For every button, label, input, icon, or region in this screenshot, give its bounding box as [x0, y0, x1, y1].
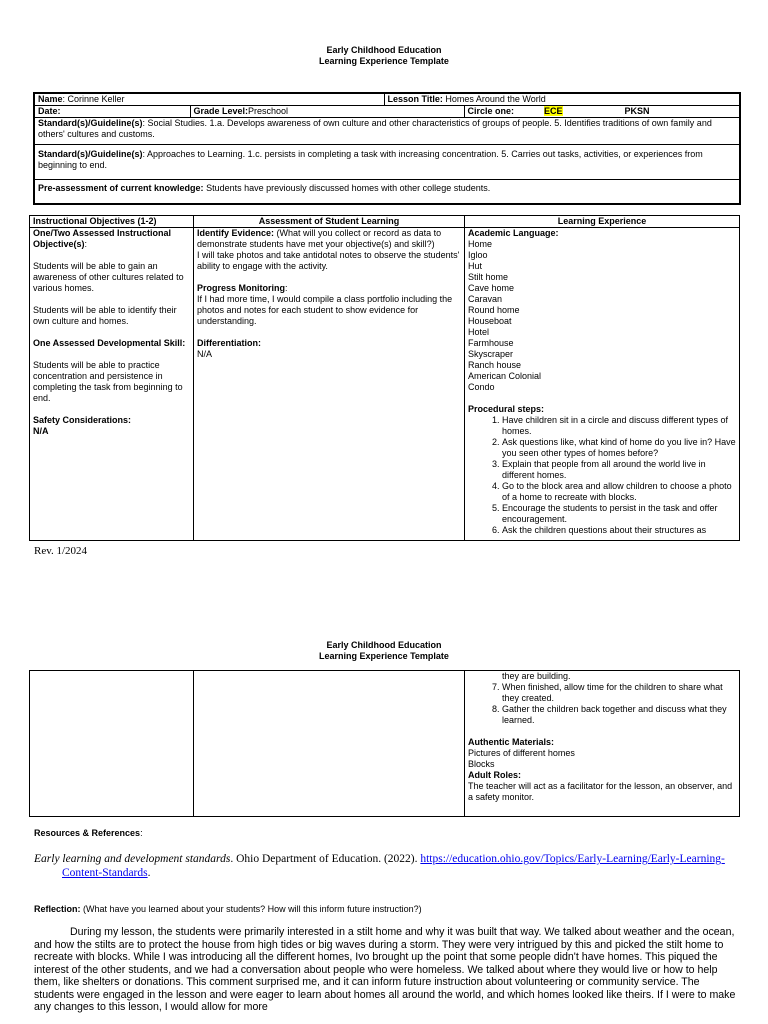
- procedural-steps-list: [468, 415, 736, 536]
- academic-term: Igloo: [468, 250, 488, 260]
- adult-roles-label: Adult Roles:: [468, 770, 521, 780]
- reflection-prompt: (What have you learned about your students? How will this inform future instruction?): [80, 904, 422, 914]
- academic-term: Condo: [468, 382, 495, 392]
- continuation-learning-cell: [465, 671, 740, 817]
- circle-one-label: Circle one:: [467, 106, 515, 116]
- document-title-line2: Learning Experience Template: [319, 651, 449, 661]
- reference-link[interactable]: https://education.ohio.gov/Topics/Early-Learning/Early-Learning-Content-Standards: [62, 853, 725, 879]
- academic-term: Round home: [468, 305, 520, 315]
- procedural-step: 5. Encourage the students to persist in the task and offer encouragement.: [502, 503, 736, 525]
- name-label: Name: [38, 94, 63, 104]
- resources-heading: [34, 828, 143, 838]
- standard1-label: Standard(s)/Guideline(s): [38, 118, 143, 128]
- safety-label: Safety Considerations:: [33, 415, 132, 425]
- standard1-cell: [34, 118, 740, 145]
- continuation-table: [29, 670, 740, 817]
- procedural-step: 3. Explain that people from all around the world live in different homes.: [502, 459, 736, 481]
- page2-document-title: [0, 640, 768, 662]
- academic-term: Hut: [468, 261, 483, 271]
- authentic-material-item: Blocks: [468, 759, 495, 769]
- page1-document-title: [0, 45, 768, 67]
- circle-pksn: PKSN: [624, 106, 650, 116]
- date-cell: Date:: [34, 106, 190, 118]
- main-table: [29, 215, 740, 541]
- preassessment-cell: [34, 180, 740, 205]
- continuation-empty-cell-2: [194, 671, 465, 817]
- differentiation-label: Differentiation:: [197, 338, 261, 348]
- objectives-colon: :: [84, 239, 88, 249]
- developmental-skill-label: One Assessed Developmental Skill:: [33, 338, 186, 348]
- evidence-text: I will take photos and take antidotal notes to observe the students' ability to engage with the activity.: [197, 250, 460, 271]
- reference-publisher: . Ohio Department of Education. (2022).: [230, 853, 421, 865]
- header-table: [33, 92, 741, 205]
- progress-monitoring-text: If I had more time, I would compile a class portfolio including the photos and notes for each student to show evidence for understanding.: [197, 294, 453, 326]
- revision-note: Rev. 1/2024: [34, 545, 88, 557]
- objectives-label: One/Two Assessed Instructional Objective(s): [33, 228, 172, 249]
- authentic-materials-label: Authentic Materials:: [468, 737, 555, 747]
- grade-level-cell: [190, 106, 464, 118]
- grade-level-label: Grade Level:: [193, 106, 249, 116]
- name-cell: [34, 93, 384, 106]
- lesson-title-label: Lesson Title:: [387, 94, 443, 104]
- standard2-text: : Approaches to Learning. 1.c. persists in completing a task with increasing concentration. 5. Carries out tasks, activities, or experiences from beginning to end.: [38, 149, 703, 170]
- objective-1: Students will be able to gain an awareness of other cultures related to various homes.: [33, 261, 184, 293]
- procedural-step: 4. Go to the block area and allow children to choose a photo of a home to recreate with blocks.: [502, 481, 736, 503]
- evidence-prompt: (What will you collect or record as data to demonstrate students have met your objective(s) and skill?): [197, 228, 442, 249]
- reference-title: Early learning and development standards: [34, 853, 231, 865]
- col-header-learning-experience: Learning Experience: [465, 216, 740, 228]
- procedural-steps-continued-list: [468, 682, 736, 726]
- grade-level-value: Preschool: [248, 106, 289, 116]
- circle-one-cell: [464, 106, 740, 118]
- document-title-line1: Early Childhood Education: [326, 640, 442, 650]
- academic-term: Home: [468, 239, 493, 249]
- academic-term: American Colonial: [468, 371, 542, 381]
- procedural-step: 1. Have children sit in a circle and discuss different types of homes.: [502, 415, 736, 437]
- academic-term: Farmhouse: [468, 338, 514, 348]
- standard2-label: Standard(s)/Guideline(s): [38, 149, 143, 159]
- procedural-step: 8. Gather the children back together and discuss what they learned.: [502, 704, 736, 726]
- resources-colon: :: [140, 828, 143, 838]
- preassessment-label: Pre-assessment of current knowledge:: [38, 183, 204, 193]
- reflection-label: Reflection:: [34, 904, 81, 914]
- name-value: : Corinne Keller: [62, 94, 125, 104]
- preassessment-text: Students have previously discussed homes with other college students.: [203, 183, 491, 193]
- resources-label: Resources & References: [34, 828, 141, 838]
- academic-term: Hotel: [468, 327, 490, 337]
- procedural-step: 6. Ask the children questions about their structures as: [502, 525, 736, 536]
- continuation-empty-cell-1: [30, 671, 194, 817]
- reflection-heading: [34, 904, 422, 914]
- procedural-step: 2. Ask questions like, what kind of home do you live in? Have you seen other types of homes before?: [502, 437, 736, 459]
- standard2-cell: [34, 145, 740, 180]
- objectives-cell: [30, 228, 194, 541]
- authentic-material-item: Pictures of different homes: [468, 748, 575, 758]
- procedural-step-6-continued: they are building.: [502, 671, 571, 681]
- lesson-title-value: Homes Around the World: [442, 94, 546, 104]
- procedural-steps-label: Procedural steps:: [468, 404, 545, 414]
- assessment-cell: [194, 228, 465, 541]
- academic-term: Skyscraper: [468, 349, 514, 359]
- progress-monitoring-label: Progress Monitoring: [197, 283, 286, 293]
- document-title-line2: Learning Experience Template: [319, 56, 449, 66]
- academic-term: Houseboat: [468, 316, 512, 326]
- reference-end: .: [147, 867, 151, 879]
- document-title-line1: Early Childhood Education: [326, 45, 442, 55]
- academic-term: Cave home: [468, 283, 515, 293]
- safety-value: N/A: [33, 426, 49, 436]
- reflection-text: During my lesson, the students were primarily interested in a stilt home and why it was built that way. We talked about weather and the ocean, and how the stilts are to protect the house from high tides or big waves during a storm. They were very intrigued by this and picked the stilt home to recreate with blocks. While I was introducing all the different homes, Ivo brought up the point that some people didn't have homes. This piqued the interest of the other students, and we had a conversation about people who were homeless. We talked about where they would live or how to help them, like shelters or donations. This comment surprised me, and it can inform future instruction about volunteering or community service. The students were engaged in the lesson and were eager to learn about homes all around the world, and which homes looked like theirs. If I were to make any changes to this lesson, I would allow for more: [34, 926, 736, 1013]
- col-header-objectives: Instructional Objectives (1-2): [30, 216, 194, 228]
- objective-2: Students will be able to identify their own culture and homes.: [33, 305, 177, 326]
- evidence-label: Identify Evidence:: [197, 228, 275, 238]
- circle-ece-highlight: ECE: [544, 106, 563, 116]
- procedural-step: 7. When finished, allow time for the children to share what they created.: [502, 682, 736, 704]
- academic-term: Stilt home: [468, 272, 509, 282]
- differentiation-value: N/A: [197, 349, 213, 359]
- reference-entry: [34, 852, 752, 880]
- academic-term: Caravan: [468, 294, 503, 304]
- progress-monitoring-colon: :: [285, 283, 288, 293]
- academic-term: Ranch house: [468, 360, 522, 370]
- developmental-skill-text: Students will be able to practice concentration and persistence in completing the task from beginning to end.: [33, 360, 183, 403]
- adult-roles-text: The teacher will act as a facilitator for the lesson, an observer, and a safety monitor.: [468, 781, 733, 802]
- col-header-assessment: Assessment of Student Learning: [194, 216, 465, 228]
- learning-experience-cell: [465, 228, 740, 541]
- standard1-text: : Social Studies. 1.a. Develops awareness of own culture and other characteristics of groups of people. 5. Identifies traditions of own family and others' cultures and customs.: [38, 118, 712, 139]
- academic-language-label: Academic Language:: [468, 228, 559, 238]
- lesson-title-cell: [384, 93, 740, 106]
